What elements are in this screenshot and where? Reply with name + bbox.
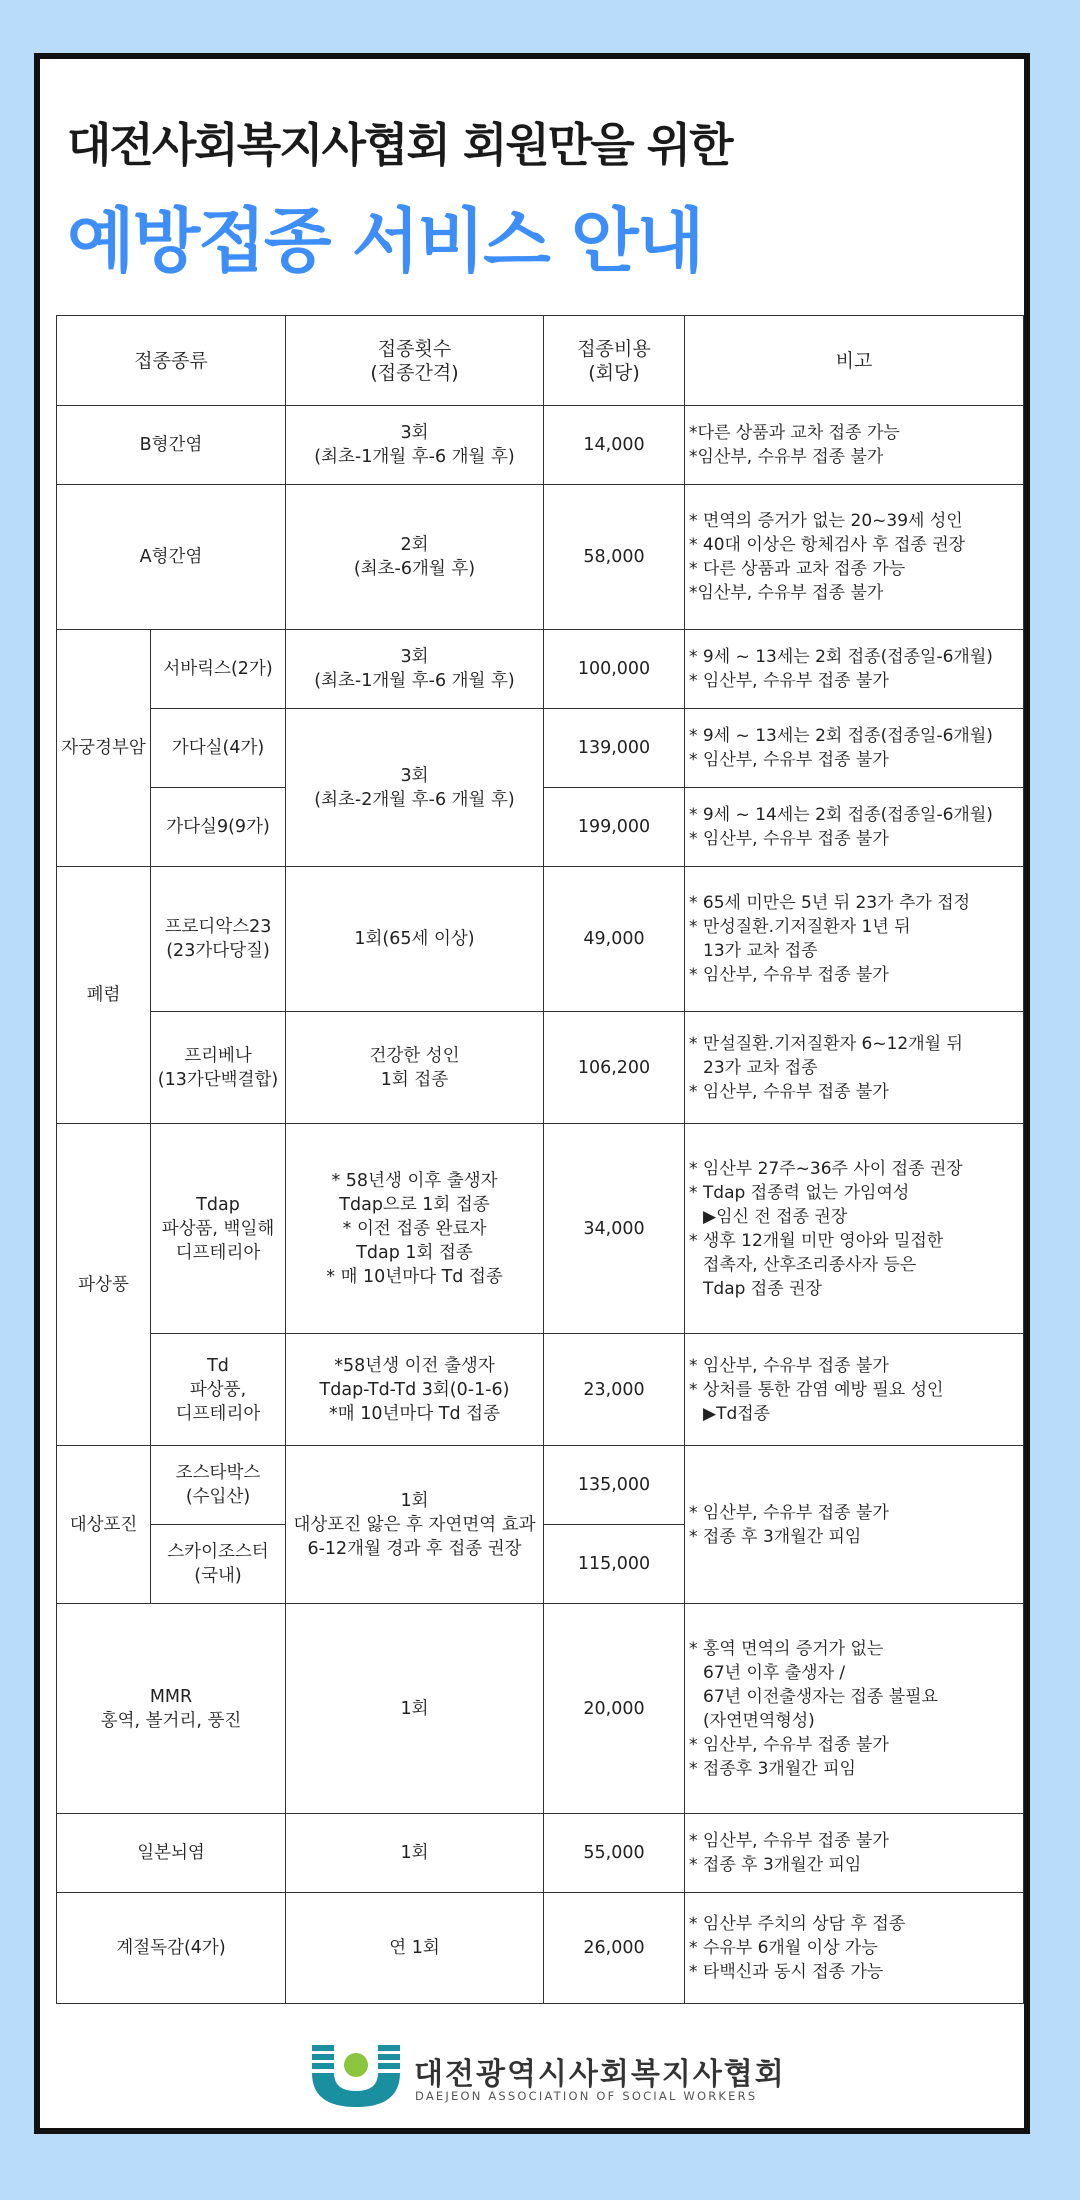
vaccine-cost: 115,000 xyxy=(544,1525,685,1604)
vaccine-name: 서바릭스(2가) xyxy=(151,630,286,709)
vaccine-count: 1회(65세 이상) xyxy=(286,867,544,1012)
table-row xyxy=(57,867,1024,1012)
vaccine-cost: 34,000 xyxy=(544,1124,685,1334)
table-row xyxy=(57,1012,1024,1124)
vaccine-cost: 23,000 xyxy=(544,1334,685,1446)
group-tetanus: 파상풍 xyxy=(57,1124,151,1446)
vaccine-note: * 65세 미만은 5년 뒤 23가 추가 접정 * 만성질환.기저질환자 1년 뒤 13가 교차 접종 * 임산부, 수유부 접종 불가 xyxy=(685,867,1024,1012)
vaccine-note: * 임산부, 수유부 접종 불가 * 접종 후 3개월간 피임 xyxy=(685,1446,1024,1604)
vaccine-note: * 9세 ~ 14세는 2회 접종(접종일-6개월) * 임산부, 수유부 접종 불가 xyxy=(685,788,1024,867)
notice-card xyxy=(34,53,1030,2134)
title-line1: 대전사회복지사협회 회원만을 위한 xyxy=(67,118,732,172)
vaccine-cost: 49,000 xyxy=(544,867,685,1012)
vaccine-cost: 139,000 xyxy=(544,709,685,788)
group-shingles: 대상포진 xyxy=(57,1446,151,1604)
table-row xyxy=(57,485,1024,630)
vaccine-cost: 106,200 xyxy=(544,1012,685,1124)
vaccine-count: 3회 (최초-2개월 후-6 개월 후) xyxy=(286,709,544,867)
vaccine-name: 계절독감(4가) xyxy=(57,1893,286,2004)
table-row xyxy=(57,1334,1024,1446)
group-cervical: 자궁경부암 xyxy=(57,630,151,867)
vaccine-note: * 임산부 주치의 상담 후 접종 * 수유부 6개월 이상 가능 * 타백신과 동시 접종 가능 xyxy=(685,1893,1024,2004)
vaccine-name: 일본뇌염 xyxy=(57,1814,286,1893)
header-type: 접종종류 xyxy=(57,316,286,406)
vaccine-note: * 임산부, 수유부 접종 불가 * 접종 후 3개월간 피임 xyxy=(685,1814,1024,1893)
vaccine-cost: 100,000 xyxy=(544,630,685,709)
group-pneumonia: 폐렴 xyxy=(57,867,151,1124)
vaccine-name: 프리베나 (13가단백결합) xyxy=(151,1012,286,1124)
org-logo xyxy=(308,2043,788,2113)
org-english-name: DAEJEON ASSOCIATION OF SOCIAL WORKERS xyxy=(415,2089,758,2103)
vaccine-count: 1회 대상포진 앓은 후 자연면역 효과 6-12개월 경과 후 접종 권장 xyxy=(286,1446,544,1604)
vaccine-cost: 20,000 xyxy=(544,1604,685,1814)
table-row xyxy=(57,1446,1024,1525)
vaccine-name: 조스타박스 (수입산) xyxy=(151,1446,286,1525)
vaccine-cost: 14,000 xyxy=(544,406,685,485)
vaccine-name: 스카이조스터 (국내) xyxy=(151,1525,286,1604)
vaccine-name: A형간염 xyxy=(57,485,286,630)
table-row xyxy=(57,1604,1024,1814)
vaccine-note: * 만설질환.기저질환자 6~12개월 뒤 23가 교차 접종 * 임산부, 수유부 접종 불가 xyxy=(685,1012,1024,1124)
table-row xyxy=(57,1893,1024,2004)
vaccine-count: 3회 (최초-1개월 후-6 개월 후) xyxy=(286,630,544,709)
vaccine-name: 가다실9(9가) xyxy=(151,788,286,867)
table-row xyxy=(57,406,1024,485)
vaccine-count: 연 1회 xyxy=(286,1893,544,2004)
org-emblem-icon xyxy=(308,2043,404,2109)
vaccine-note: * 9세 ~ 13세는 2회 접종(접종일-6개월) * 임산부, 수유부 접종 불가 xyxy=(685,709,1024,788)
header-cost: 접종비용 (회당) xyxy=(544,316,685,406)
vaccine-cost: 55,000 xyxy=(544,1814,685,1893)
vaccine-count: 1회 xyxy=(286,1604,544,1814)
table-row xyxy=(57,709,1024,788)
table-row xyxy=(57,1124,1024,1334)
vaccine-name: B형간염 xyxy=(57,406,286,485)
vaccine-note: * 홍역 면역의 증거가 없는 67년 이후 출생자 / 67년 이전출생자는 접종 불필요 (자연면역형성) * 임산부, 수유부 접종 불가 * 접종후 3개월간 피임 xyxy=(685,1604,1024,1814)
vaccine-count: 3회 (최초-1개월 후-6 개월 후) xyxy=(286,406,544,485)
vaccine-count: 1회 xyxy=(286,1814,544,1893)
table-header-row xyxy=(57,316,1024,406)
vaccine-note: * 임산부, 수유부 접종 불가 * 상처를 통한 감염 예방 필요 성인 ▶Td접종 xyxy=(685,1334,1024,1446)
vaccine-name: MMR 홍역, 볼거리, 풍진 xyxy=(57,1604,286,1814)
vaccine-name: Td 파상풍, 디프테리아 xyxy=(151,1334,286,1446)
vaccine-note: * 9세 ~ 13세는 2회 접종(접종일-6개월) * 임산부, 수유부 접종 불가 xyxy=(685,630,1024,709)
header-note: 비고 xyxy=(685,316,1024,406)
vaccine-count: * 58년생 이후 출생자 Tdap으로 1회 접종 * 이전 접종 완료자 Tdap 1회 접종 * 매 10년마다 Td 접종 xyxy=(286,1124,544,1334)
vaccine-count: 2회 (최초-6개월 후) xyxy=(286,485,544,630)
vaccine-note: * 면역의 증거가 없는 20~39세 성인 * 40대 이상은 항체검사 후 접종 권장 * 다른 상품과 교차 접종 가능 *임산부, 수유부 접종 불가 xyxy=(685,485,1024,630)
vaccine-note: * 임산부 27주~36주 사이 접종 권장 * Tdap 접종력 없는 가임여성 ▶임신 전 접종 권장 * 생후 12개월 미만 영아와 밀접한 접촉자, 산후조리종사자 등은 Tdap 접종 권장 xyxy=(685,1124,1024,1334)
table-row xyxy=(57,1814,1024,1893)
vaccine-cost: 58,000 xyxy=(544,485,685,630)
vaccine-name: 프로디악스23 (23가다당질) xyxy=(151,867,286,1012)
vaccine-cost: 135,000 xyxy=(544,1446,685,1525)
title-line2: 예방접종 서비스 안내 xyxy=(67,200,703,282)
vaccine-table xyxy=(56,315,1024,2004)
header-count: 접종횟수 (접종간격) xyxy=(286,316,544,406)
vaccine-cost: 199,000 xyxy=(544,788,685,867)
vaccine-cost: 26,000 xyxy=(544,1893,685,2004)
org-name: 대전광역시사회복지사협회 xyxy=(414,2057,786,2092)
vaccine-count: *58년생 이전 출생자 Tdap-Td-Td 3회(0-1-6) *매 10년마다 Td 접종 xyxy=(286,1334,544,1446)
vaccine-count: 건강한 성인 1회 접종 xyxy=(286,1012,544,1124)
vaccine-note: *다른 상품과 교차 접종 가능 *임산부, 수유부 접종 불가 xyxy=(685,406,1024,485)
vaccine-name: Tdap 파상품, 백일해 디프테리아 xyxy=(151,1124,286,1334)
vaccine-name: 가다실(4가) xyxy=(151,709,286,788)
table-row xyxy=(57,630,1024,709)
